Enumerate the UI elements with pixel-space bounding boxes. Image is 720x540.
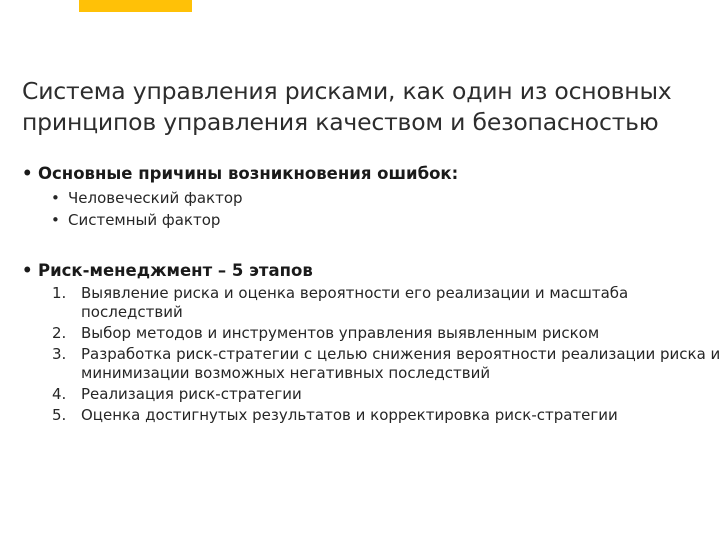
section-heading-risk-management [22,259,714,283]
step-item [22,345,720,383]
step-text-line: последствий [81,303,183,321]
step-text [81,406,714,425]
list-item-text: Человеческий фактор [68,189,243,207]
step-item [22,385,714,404]
section-heading-risk-management-text: Риск-менеджмент – 5 этапов [38,261,313,280]
step-text-line: Выявление риска и оценка вероятности его реализации и масштаба [81,284,629,302]
step-number: 2. [52,324,67,342]
section-heading-causes-text: Основные причины возникновения ошибок: [38,164,459,183]
slide-title-line-2: принципов управления качеством и безопасностью [22,108,659,136]
bullet-icon: • [51,189,60,207]
causes-list [22,187,714,231]
steps-list [22,284,720,425]
step-text-line: Выбор методов и инструментов управления выявленным риском [81,324,600,342]
list-item [22,187,714,209]
step-text [81,324,714,343]
step-number: 4. [52,385,67,403]
step-text [81,284,714,322]
slide-title-line-1: Система управления рисками, как один из основных [22,77,672,105]
slide-title [22,76,712,138]
step-item [22,324,714,343]
step-text [81,345,720,383]
section-heading-causes [22,162,714,186]
accent-bar [79,0,192,12]
bullet-icon: • [51,211,60,229]
section-spacer [22,231,714,259]
step-text-line: Оценка достигнутых результатов и корректировка риск-стратегии [81,406,618,424]
step-text-line: минимизации возможных негативных последствий [81,364,491,382]
step-number: 1. [52,284,67,302]
step-text-line: Реализация риск-стратегии [81,385,302,403]
slide-content [22,162,720,427]
step-number: 3. [52,345,67,363]
list-item-text: Системный фактор [68,211,221,229]
list-item [22,209,714,231]
step-item [22,406,714,425]
step-text-line: Разработка риск-стратегии с целью снижения вероятности реализации риска и [81,345,720,363]
step-item [22,284,714,322]
bullet-icon: • [22,261,33,280]
bullet-icon: • [22,164,33,183]
step-number: 5. [52,406,67,424]
step-text [81,385,714,404]
